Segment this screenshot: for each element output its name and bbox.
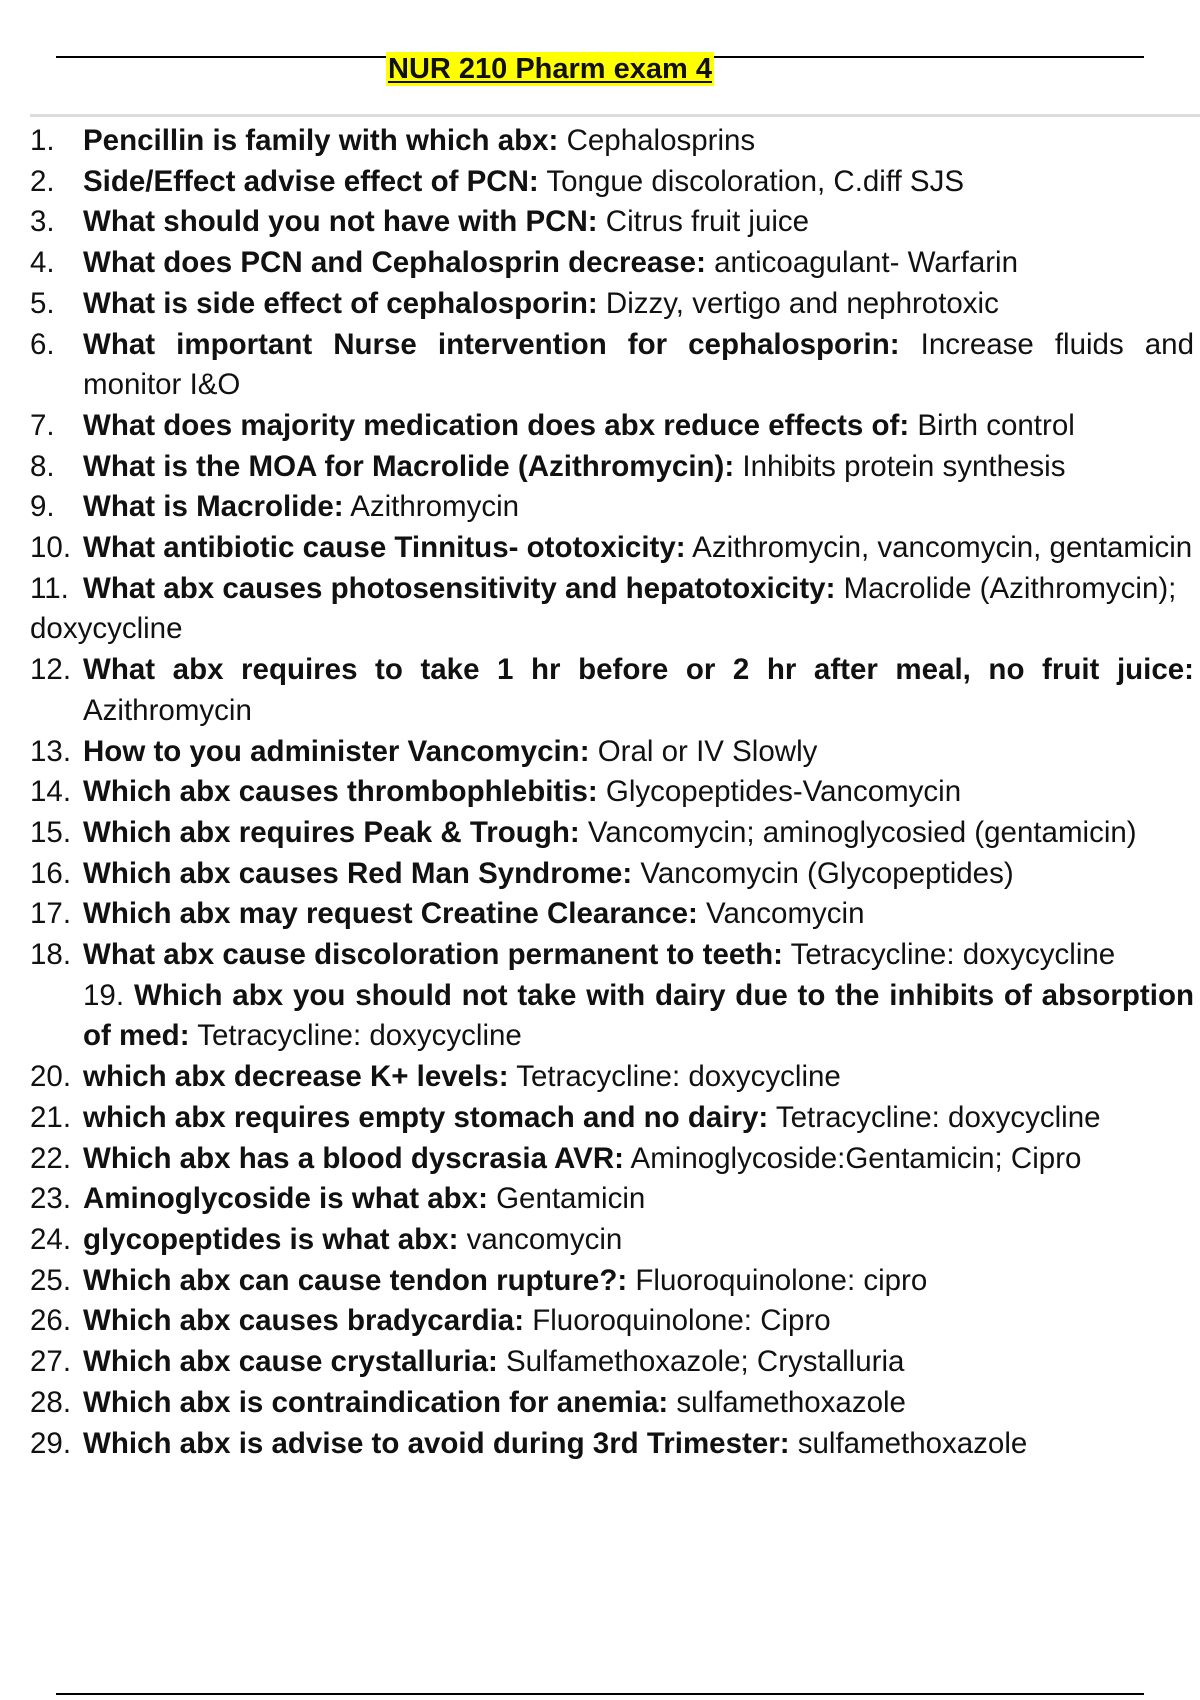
answer-text: Inhibits protein synthesis — [734, 449, 1066, 483]
list-item — [30, 935, 1194, 976]
item-number: 16. — [30, 856, 72, 890]
list-item — [30, 732, 1194, 773]
answer-text: Tetracycline: doxycycline — [768, 1100, 1101, 1134]
answer-text: Vancomycin (Glycopeptides) — [632, 856, 1014, 890]
answer-text: sulfamethoxazole — [668, 1385, 906, 1419]
item-number: 25. — [30, 1263, 72, 1297]
item-number: 2. — [30, 164, 55, 198]
answer-text: Azithromycin — [83, 693, 252, 727]
title-container — [0, 52, 1200, 86]
question-text: What important Nurse intervention for cephalosporin: — [83, 327, 900, 361]
item-number: 3. — [30, 205, 55, 239]
item-number: 5. — [30, 286, 55, 320]
question-text: What is Macrolide: — [83, 490, 344, 524]
list-item — [30, 528, 1194, 569]
answer-text: Azithromycin — [343, 490, 520, 524]
question-text: glycopeptides is what abx: — [83, 1222, 459, 1256]
list-item — [30, 1261, 1194, 1302]
list-item — [30, 894, 1194, 935]
answer-text: Tetracycline: doxycycline — [508, 1060, 841, 1094]
answer-text: vancomycin — [458, 1222, 623, 1256]
question-text: How to you administer Vancomycin: — [83, 734, 590, 768]
item-number: 21. — [30, 1100, 72, 1134]
question-text: Pencillin is family with which abx: — [83, 124, 559, 157]
list-item — [30, 284, 1194, 325]
item-number: 11. — [30, 571, 69, 605]
list-item — [30, 650, 1194, 731]
question-text: Which abx causes Red Man Syndrome: — [83, 856, 633, 890]
list-item — [30, 976, 1194, 1057]
list-item — [30, 1220, 1194, 1261]
answer-text: Citrus fruit juice — [597, 205, 810, 239]
list-item — [30, 1098, 1194, 1139]
item-number: 10. — [30, 531, 72, 565]
list-item — [30, 1139, 1194, 1180]
answer-text: Macrolide (Azithromycin); doxycycline — [30, 571, 1177, 646]
item-number: 24. — [30, 1222, 72, 1256]
answer-text: Glycopeptides-Vancomycin — [597, 775, 962, 809]
list-item — [30, 1424, 1194, 1465]
list-item — [30, 406, 1194, 447]
answer-text: Vancomycin; aminoglycosied (gentamicin) — [579, 815, 1137, 849]
item-number: 8. — [30, 449, 55, 483]
question-text: What antibiotic cause Tinnitus- ototoxicity: — [83, 531, 686, 565]
question-text: Which abx causes bradycardia: — [83, 1304, 525, 1338]
item-number: 12. — [30, 653, 72, 687]
list-item — [30, 772, 1194, 813]
answer-text: Dizzy, vertigo and nephrotoxic — [597, 286, 999, 320]
item-number: 15. — [30, 815, 72, 849]
answer-text: anticoagulant- Warfarin — [705, 246, 1019, 280]
question-text: What should you not have with PCN: — [83, 205, 598, 239]
list-item — [30, 1383, 1194, 1424]
list-item — [30, 243, 1194, 284]
list-item — [30, 1342, 1194, 1383]
answer-text: Tetracycline: doxycycline — [189, 1019, 522, 1053]
answer-text: Tongue discoloration, C.diff SJS — [538, 164, 965, 198]
list-item — [30, 854, 1194, 895]
answer-text: Sulfamethoxazole; Crystalluria — [497, 1345, 905, 1379]
list-item — [30, 487, 1194, 528]
question-text: What abx requires to take 1 hr before or 2 hr after meal, no fruit juice: — [83, 653, 1194, 687]
question-text: Which abx has a blood dyscrasia AVR: — [83, 1141, 624, 1175]
question-text: which abx decrease K+ levels: — [83, 1060, 509, 1094]
footer-rule — [56, 1693, 1144, 1695]
item-number: 9. — [30, 490, 55, 524]
title-separator — [30, 114, 1200, 117]
list-item — [30, 1301, 1194, 1342]
question-text: What is side effect of cephalosporin: — [83, 286, 598, 320]
question-text: Which abx you should not take with dairy due to the inhibits of absorption of med: — [83, 978, 1194, 1053]
answer-text: Tetracycline: doxycycline — [782, 938, 1116, 972]
question-text: Which abx is advise to avoid during 3rd Trimester: — [83, 1426, 790, 1460]
answer-text: sulfamethoxazole — [789, 1426, 1028, 1460]
item-number: 18. — [30, 938, 72, 972]
question-list — [30, 121, 1194, 1464]
answer-text: Gentamicin — [487, 1182, 646, 1216]
item-number: 26. — [30, 1304, 72, 1338]
item-number: 1. — [30, 124, 55, 157]
question-text: Which abx causes thrombophlebitis: — [83, 775, 598, 809]
answer-text: Fluoroquinolone: cipro — [627, 1263, 928, 1297]
item-number: 6. — [30, 327, 55, 361]
list-item — [30, 813, 1194, 854]
answer-text: Aminoglycoside:Gentamicin; Cipro — [623, 1141, 1082, 1175]
question-text: Which abx may request Creatine Clearance: — [83, 897, 698, 931]
list-item — [30, 202, 1194, 243]
answer-text: Fluoroquinolone: Cipro — [524, 1304, 831, 1338]
question-text: What abx causes photosensitivity and hepatotoxicity: — [83, 571, 836, 605]
question-text: What does majority medication does abx reduce effects of: — [83, 408, 910, 442]
answer-text: Cephalosprins — [558, 124, 756, 157]
item-number: 22. — [30, 1141, 72, 1175]
list-item — [30, 569, 1194, 650]
list-item — [30, 121, 1194, 162]
answer-text: Oral or IV Slowly — [589, 734, 818, 768]
answer-text: Azithromycin, vancomycin, gentamicin — [685, 531, 1193, 565]
list-item — [30, 1057, 1194, 1098]
list-item — [30, 447, 1194, 488]
question-text: Side/Effect advise effect of PCN: — [83, 164, 539, 198]
list-item — [30, 1179, 1194, 1220]
question-text: What is the MOA for Macrolide (Azithromycin): — [83, 449, 735, 483]
item-number: 14. — [30, 775, 72, 809]
answer-text: Increase fluids and monitor I&O — [83, 327, 1194, 402]
question-text: Which abx can cause tendon rupture?: — [83, 1263, 628, 1297]
item-number: 13. — [30, 734, 72, 768]
document-title: NUR 210 Pharm exam 4 — [388, 53, 712, 85]
question-text: Which abx requires Peak & Trough: — [83, 815, 580, 849]
item-number: 4. — [30, 246, 55, 280]
question-text: What abx cause discoloration permanent to teeth: — [83, 938, 783, 972]
item-number: 20. — [30, 1060, 72, 1094]
question-text: which abx requires empty stomach and no dairy: — [83, 1100, 769, 1134]
question-text: Which abx cause crystalluria: — [83, 1345, 498, 1379]
item-number: 19. — [83, 978, 125, 1012]
item-number: 17. — [30, 897, 72, 931]
item-number: 28. — [30, 1385, 72, 1419]
item-number: 29. — [30, 1426, 72, 1460]
item-number: 7. — [30, 408, 55, 442]
item-number: 27. — [30, 1345, 72, 1379]
question-text: Which abx is contraindication for anemia: — [83, 1385, 669, 1419]
list-item — [30, 162, 1194, 203]
list-item — [30, 325, 1194, 406]
question-text: Aminoglycoside is what abx: — [83, 1182, 488, 1216]
question-text: What does PCN and Cephalosprin decrease: — [83, 246, 706, 280]
answer-text: Birth control — [909, 408, 1075, 442]
answer-text: Vancomycin — [697, 897, 865, 931]
item-number: 23. — [30, 1182, 72, 1216]
